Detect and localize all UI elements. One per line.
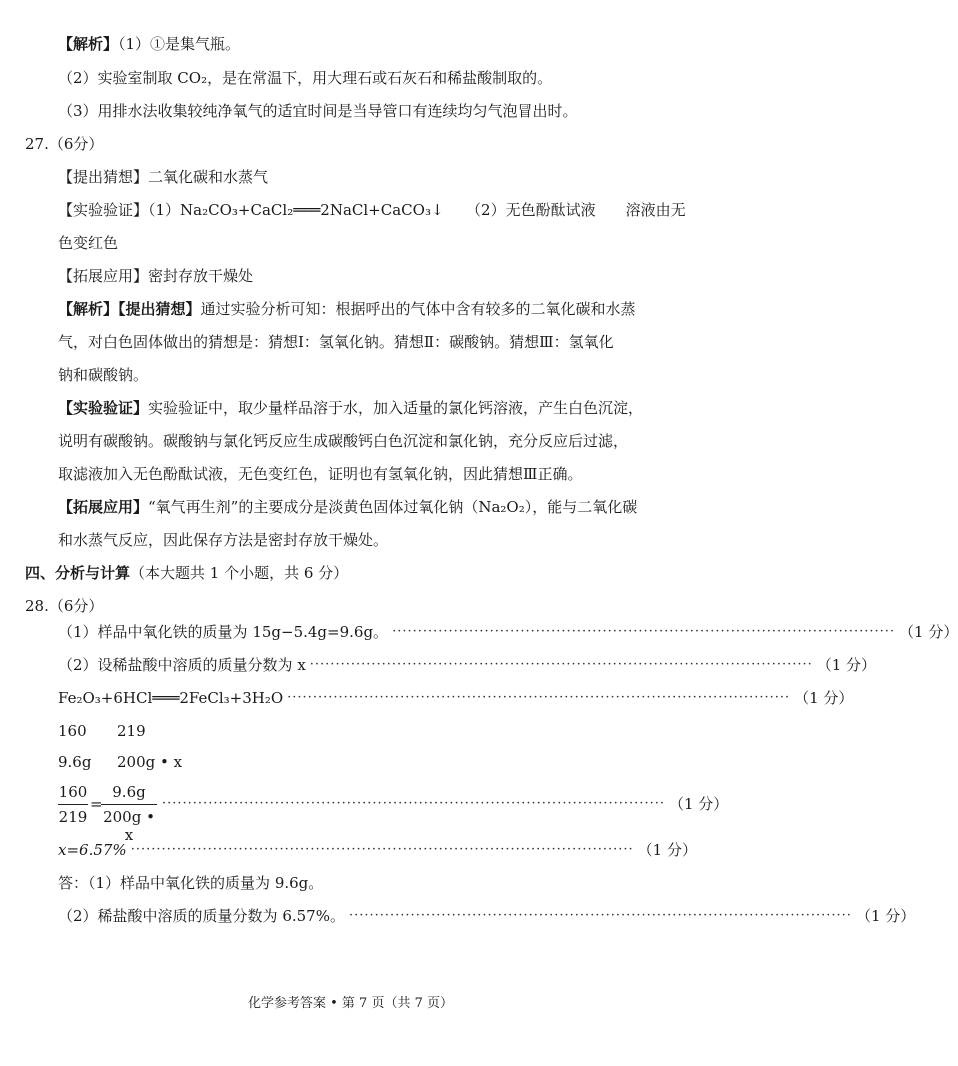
analysis-27-line-1	[58, 299, 636, 319]
analysis-text: （1）①是集气瓶。	[118, 35, 241, 53]
fraction-row	[158, 794, 729, 814]
analysis-27-line-2: 气，对白色固体做出的猜想是：猜想Ⅰ：氢氧化钠。猜想Ⅱ：碳酸钠。猜想Ⅲ：氢氧化	[58, 333, 614, 351]
guess-tag: 【提出猜想】	[58, 168, 149, 186]
point-label: （1 分）	[668, 795, 729, 813]
step-2-row	[58, 655, 877, 675]
point-label: （1 分）	[794, 689, 854, 707]
answer-2-row	[58, 906, 916, 926]
verify-analysis-line-2: 说明有碳酸钠。碳酸钠与氯化钙反应生成碳酸钙白色沉淀和氯化钠，充分反应后过滤，	[58, 432, 629, 450]
equation-row	[58, 688, 854, 708]
page-footer: 化学参考答案 • 第 7 页（共 7 页）	[247, 996, 453, 1011]
molar-mass-a: 160	[58, 722, 87, 740]
point-label: （1 分）	[637, 841, 697, 859]
leader-dots: ··································································································	[130, 842, 634, 857]
expand-text: 密封存放干燥处	[148, 267, 254, 285]
fraction-2	[101, 783, 157, 844]
verify-analysis-text-1: 实验验证中，取少量样品溶于水，加入适量的氯化钙溶液，产生白色沉淀，	[148, 399, 644, 417]
expand-analysis-line-1	[58, 497, 637, 517]
section-4-title: 四、分析与计算	[25, 564, 131, 582]
chemical-equation: Fe₂O₃+6HCl═══2FeCl₃+3H₂O	[58, 689, 284, 707]
mass-b: 200g • x	[117, 753, 183, 771]
guess-line	[58, 167, 268, 187]
expand-line	[58, 266, 253, 286]
step-1-text: （1）样品中氧化铁的质量为 15g−5.4g=9.6g。	[58, 623, 389, 641]
section-4-heading	[25, 563, 348, 583]
verify-line	[58, 200, 686, 220]
analysis-27-tag: 【解析】【提出猜想】	[58, 300, 201, 318]
analysis-27-text-1: 通过实验分析可知：根据呼出的气体中含有较多的二氧化碳和水蒸	[200, 300, 636, 318]
verify-analysis-line-1	[58, 398, 643, 418]
result-row	[58, 840, 697, 860]
section-4-note: （本大题共 1 个小题，共 6 分）	[130, 564, 349, 582]
verify-tag: 【实验验证】	[58, 201, 149, 219]
fraction-1-denominator: 219	[58, 808, 88, 826]
leader-dots: ··································································································	[309, 657, 813, 672]
point-label: （1 分）	[855, 907, 916, 925]
leader-dots: ··································································································	[162, 796, 665, 811]
fraction-1	[58, 783, 88, 826]
fraction-1-numerator: 160	[58, 783, 88, 801]
verify-analysis-tag: 【实验验证】	[58, 399, 149, 417]
fraction-equals: =	[90, 795, 103, 813]
verify-text: （1）Na₂CO₃+CaCl₂═══2NaCl+CaCO₃↓ （2）无色酚酞试液 溶液由无	[148, 201, 686, 219]
expand-tag: 【拓展应用】	[58, 267, 149, 285]
question-28-heading: 28.（6分）	[25, 597, 104, 615]
expand-analysis-text-1: “氧气再生剂”的主要成分是淡黄色固体过氧化钠（Na₂O₂），能与二氧化碳	[148, 498, 638, 516]
mass-a: 9.6g	[58, 753, 92, 771]
step-2-text: （2）设稀盐酸中溶质的质量分数为 x	[58, 656, 306, 674]
analysis-tag: 【解析】	[58, 35, 119, 53]
fraction-2-denominator: 200g • x	[103, 808, 155, 844]
analysis-line-1	[58, 34, 240, 54]
analysis-line-2: （2）实验室制取 CO₂，是在常温下，用大理石或石灰石和稀盐酸制取的。	[58, 69, 553, 87]
analysis-line-3: （3）用排水法收集较纯净氧气的适宜时间是当导管口有连续均匀气泡冒出时。	[58, 102, 578, 120]
leader-dots: ··································································································	[287, 690, 791, 705]
step-1-row	[58, 622, 958, 642]
analysis-27-line-3: 钠和碳酸钠。	[58, 366, 149, 384]
verify-cont: 色变红色	[58, 234, 119, 252]
point-label: （1 分）	[816, 656, 877, 674]
question-27-heading: 27.（6分）	[25, 135, 104, 153]
expand-analysis-line-2: 和水蒸气反应，因此保存方法是密封存放干燥处。	[58, 531, 389, 549]
leader-dots: ··································································································	[348, 908, 852, 923]
answer-2-text: （2）稀盐酸中溶质的质量分数为 6.57%。	[58, 907, 345, 925]
result-text: x=6.57%	[58, 841, 127, 859]
answer-1: 答：（1）样品中氧化铁的质量为 9.6g。	[58, 874, 324, 892]
molar-mass-b: 219	[117, 722, 146, 740]
fraction-2-numerator: 9.6g	[112, 783, 146, 801]
guess-text: 二氧化碳和水蒸气	[148, 168, 269, 186]
leader-dots: ··································································································	[392, 624, 896, 639]
verify-analysis-line-3: 取滤液加入无色酚酞试液，无色变红色，证明也有氢氧化钠，因此猜想Ⅲ正确。	[58, 465, 583, 483]
point-label: （1 分）	[899, 623, 958, 641]
expand-analysis-tag: 【拓展应用】	[58, 498, 149, 516]
